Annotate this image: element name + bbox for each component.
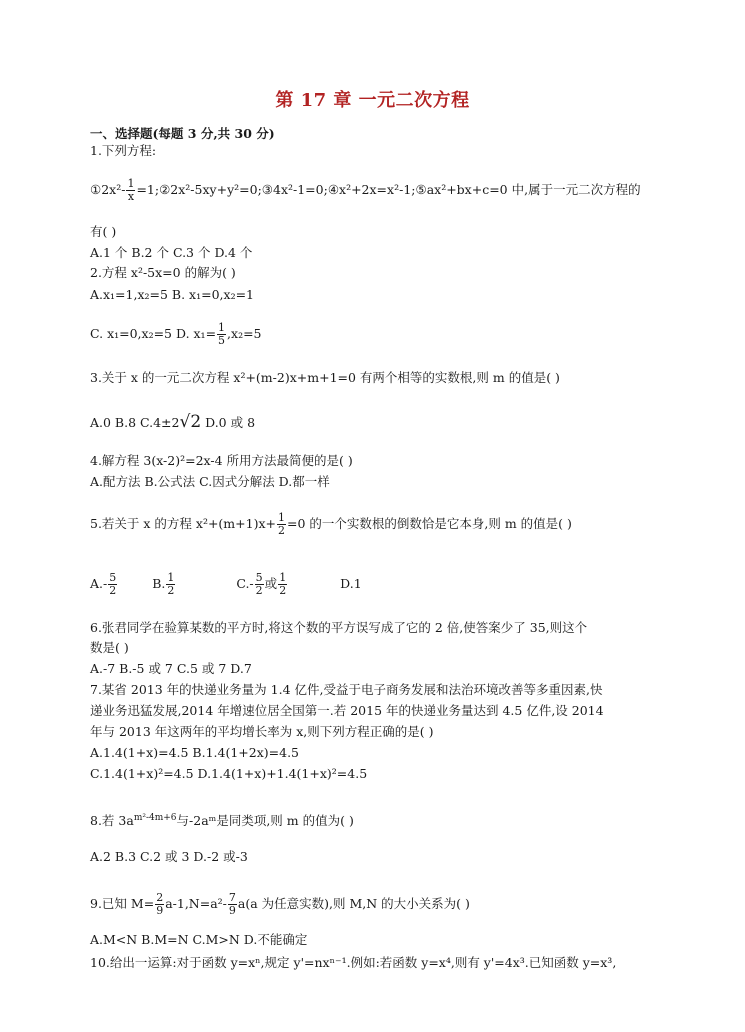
q3-options xyxy=(90,414,255,431)
q5-opt-c2-den: 2 xyxy=(279,584,287,597)
q1-eq-b: =1;②2x²-5xy+y²=0;③4x²-1=0;④x²+2x=x²-1;⑤ax²+bx+c=0 中,属于一元二次方程的 xyxy=(136,182,641,197)
q1-eq-a: ①2x²- xyxy=(90,182,126,197)
q5-stem-b: =0 的一个实数根的倒数恰是它本身,则 m 的值是( ) xyxy=(287,516,572,531)
q9-f1-den: 9 xyxy=(156,904,164,917)
q5-stem xyxy=(90,512,572,537)
q9-post: a(a 为任意实数),则 M,N 的大小关系为( ) xyxy=(237,896,470,911)
q5-opt-b-prefix: B. xyxy=(152,576,166,591)
q5-opt-c-mid: 或 xyxy=(264,576,278,591)
q3-opt-abc: A.0 B.8 C.4±2 xyxy=(90,415,180,430)
q5-opt-c-fraction xyxy=(255,572,264,597)
q5-opt-a-num: 5 xyxy=(109,571,117,584)
q9-fraction-1 xyxy=(155,892,164,917)
q2-opt-c: C. x₁=0,x₂=5 D. x₁= xyxy=(90,326,217,341)
q1-equations xyxy=(90,178,641,203)
q5-frac-numerator: 1 xyxy=(278,511,285,524)
q5-opt-c-den: 2 xyxy=(255,584,263,597)
q8-exponent: m²-4m+6 xyxy=(133,813,177,823)
q1-tail: 有( ) xyxy=(90,224,117,239)
q5-opt-d: D.1 xyxy=(340,576,362,591)
q6-line2: 数是( ) xyxy=(90,640,129,655)
q9-fraction-2 xyxy=(228,892,237,917)
q5-opt-c-fraction-2 xyxy=(278,572,287,597)
q3-stem: 3.关于 x 的一元二次方程 x²+(m-2)x+m+1=0 有两个相等的实数根,则 m 的值是( ) xyxy=(90,370,560,385)
q10-line: 10.给出一运算:对于函数 y=xⁿ,规定 y'=nxⁿ⁻¹.例如:若函数 y=x⁴,则有 y'=4x³.已知函数 y=x³, xyxy=(90,955,617,970)
q9-f2-num: 7 xyxy=(228,891,236,904)
q4-stem: 4.解方程 3(x-2)²=2x-4 所用方法最简便的是( ) xyxy=(90,453,353,468)
q2-fraction xyxy=(217,322,226,347)
q3-opt-d: D.0 或 8 xyxy=(201,415,256,430)
q2-frac-denominator: 5 xyxy=(218,334,226,347)
section-heading: 一、选择题(每题 3 分,共 30 分) xyxy=(90,126,275,141)
q5-stem-a: 5.若关于 x 的方程 x²+(m+1)x+ xyxy=(90,516,276,531)
q9-mid: a-1,N=a²- xyxy=(165,896,227,911)
q5-opt-a-prefix: A.- xyxy=(90,576,108,591)
q8-post: 与-2aᵐ是同类项,则 m 的值为( ) xyxy=(176,813,354,829)
q1-frac-denominator: x xyxy=(127,190,135,203)
q7-options-ab: A.1.4(1+x)=4.5 B.1.4(1+2x)=4.5 xyxy=(90,745,300,760)
q1-stem: 1.下列方程: xyxy=(90,143,157,158)
q1-frac-numerator: 1 xyxy=(127,177,135,190)
q2-options-cd xyxy=(90,322,262,347)
q6-options: A.-7 B.-5 或 7 C.5 或 7 D.7 xyxy=(90,661,252,676)
chapter-title: 第 17 章 一元二次方程 xyxy=(275,90,470,111)
q7-line1: 7.某省 2013 年的快递业务量为 1.4 亿件,受益于电子商务发展和法治环境改善等多重因素,快 xyxy=(90,682,603,697)
q5-opt-c2-num: 1 xyxy=(279,571,287,584)
q2-options-ab: A.x₁=1,x₂=5 B. x₁=0,x₂=1 xyxy=(90,287,255,302)
q5-opt-c-prefix: C.- xyxy=(236,576,254,591)
q8-options: A.2 B.3 C.2 或 3 D.-2 或-3 xyxy=(90,849,248,864)
q9-f2-den: 9 xyxy=(228,904,236,917)
q5-opt-a-fraction xyxy=(108,572,117,597)
q3-sqrt: √2 xyxy=(179,412,202,432)
q6-line1: 6.张君同学在验算某数的平方时,将这个数的平方误写成了它的 2 倍,使答案少了 35,则这个 xyxy=(90,620,588,635)
q5-opt-b-den: 2 xyxy=(167,584,175,597)
q8-stem xyxy=(90,810,354,829)
q1-options: A.1 个 B.2 个 C.3 个 D.4 个 xyxy=(90,245,253,260)
q5-fraction xyxy=(277,512,286,537)
q2-stem: 2.方程 x²-5x=0 的解为( ) xyxy=(90,265,236,280)
q9-pre: 9.已知 M= xyxy=(90,896,155,911)
q5-options xyxy=(90,572,362,597)
q8-pre: 8.若 3a xyxy=(90,813,134,829)
q7-line2: 递业务迅猛发展,2014 年增速位居全国第一.若 2015 年的快递业务量达到 4.5 亿件,设 2014 xyxy=(90,703,604,718)
q7-line3: 年与 2013 年这两年的平均增长率为 x,则下列方程正确的是( ) xyxy=(90,724,434,739)
q1-fraction xyxy=(126,178,135,203)
q9-options: A.M<N B.M=N C.M>N D.不能确定 xyxy=(90,932,308,947)
q2-frac-numerator: 1 xyxy=(218,321,226,334)
q5-opt-b-fraction xyxy=(166,572,175,597)
q2-opt-d-tail: ,x₂=5 xyxy=(227,326,262,341)
q5-opt-a-den: 2 xyxy=(109,584,117,597)
q5-frac-denominator: 2 xyxy=(278,524,285,537)
q9-stem xyxy=(90,892,470,917)
q5-opt-b-num: 1 xyxy=(167,571,175,584)
q7-options-cd: C.1.4(1+x)²=4.5 D.1.4(1+x)+1.4(1+x)²=4.5 xyxy=(90,766,368,781)
q4-options: A.配方法 B.公式法 C.因式分解法 D.都一样 xyxy=(90,474,330,489)
q5-opt-c-num: 5 xyxy=(255,571,263,584)
q9-f1-num: 2 xyxy=(156,891,164,904)
